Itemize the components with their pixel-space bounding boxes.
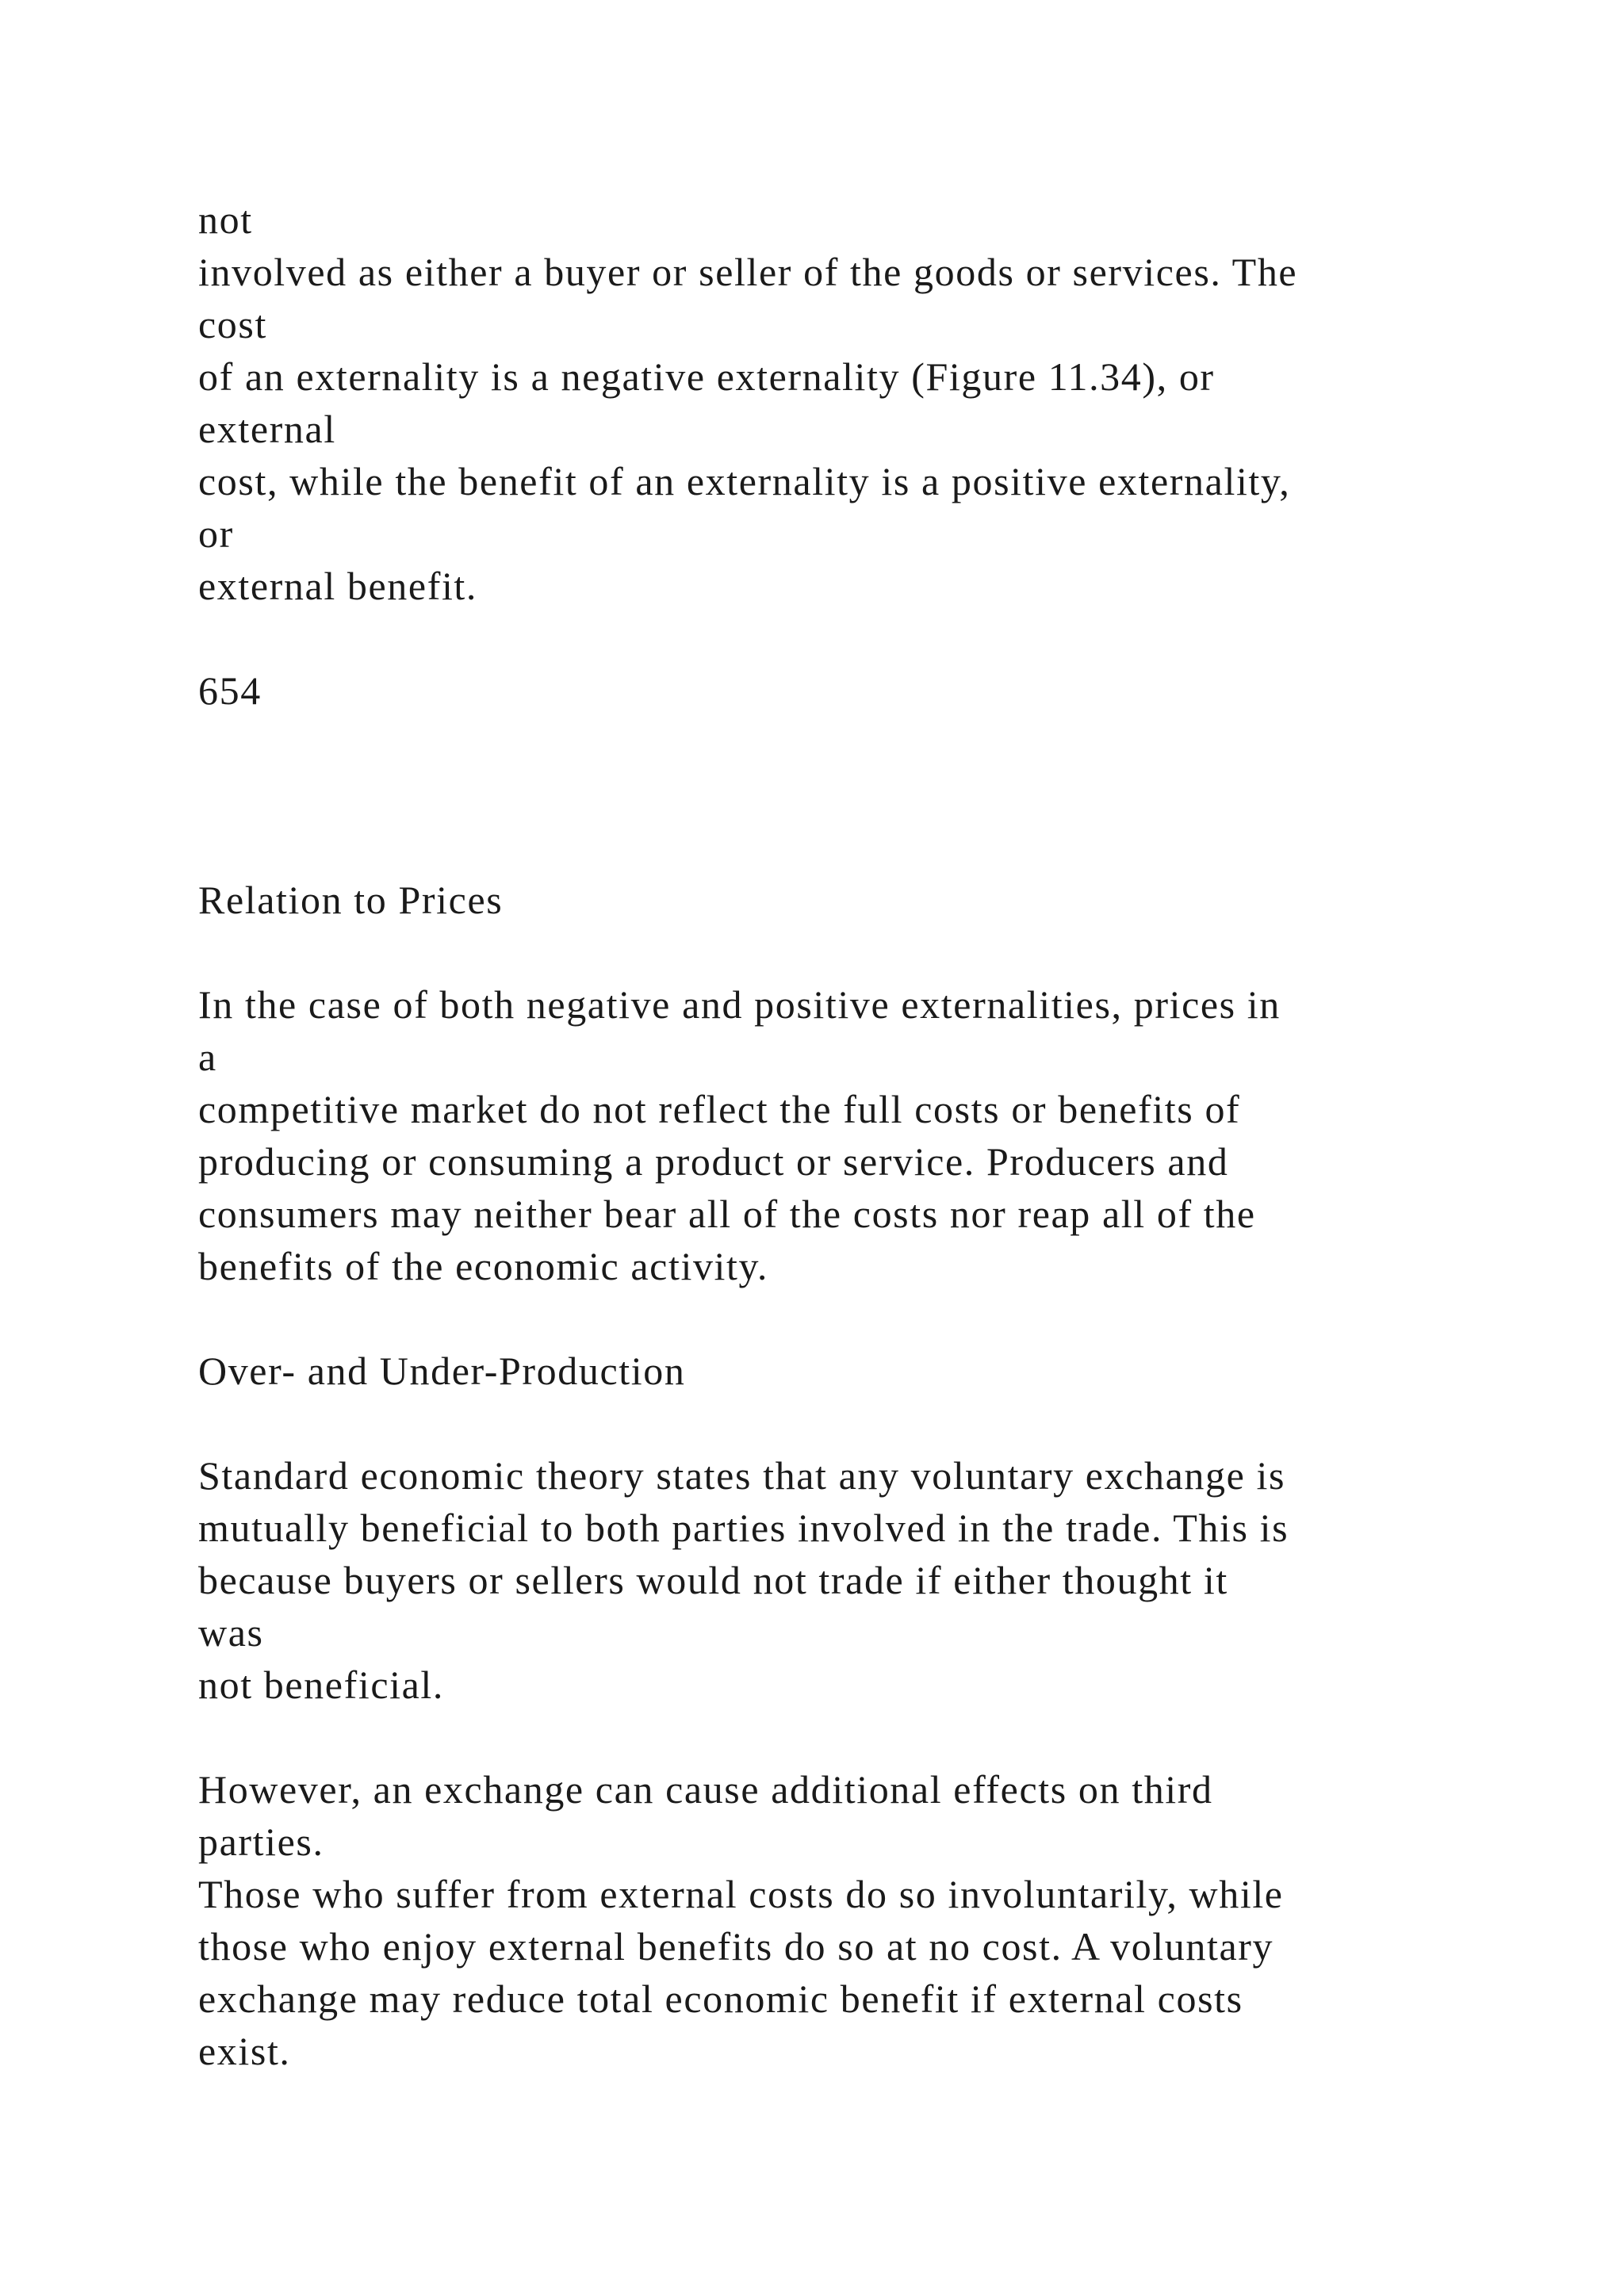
text-line: of an externality is a negative externality (Figure 11.34), or bbox=[198, 354, 1215, 399]
text-line: Standard economic theory states that any voluntary exchange is bbox=[198, 1453, 1286, 1498]
text-line: not bbox=[198, 197, 253, 242]
text-line: competitive market do not reflect the full costs or benefits of bbox=[198, 1087, 1241, 1131]
text-line: consumers may neither bear all of the costs nor reap all of the bbox=[198, 1192, 1256, 1236]
section-heading-prices bbox=[198, 874, 1546, 926]
text-line: because buyers or sellers would not trade if either thought it bbox=[198, 1558, 1228, 1602]
section-heading-production bbox=[198, 1345, 1546, 1397]
however-paragraph bbox=[198, 1763, 1546, 2077]
text-line: mutually beneficial to both parties involved in the trade. This is bbox=[198, 1506, 1289, 1550]
text-line: benefits of the economic activity. bbox=[198, 1244, 768, 1288]
page-number bbox=[198, 664, 1546, 717]
text-line: cost, while the benefit of an externality is a positive externality, bbox=[198, 459, 1291, 503]
text-line: involved as either a buyer or seller of the goods or services. The bbox=[198, 250, 1298, 294]
prices-paragraph bbox=[198, 978, 1546, 1292]
intro-paragraph bbox=[198, 193, 1546, 612]
text-line: In the case of both negative and positive externalities, prices in bbox=[198, 982, 1281, 1027]
standard-theory-paragraph bbox=[198, 1449, 1546, 1711]
page-number-text: 654 bbox=[198, 668, 262, 713]
text-line: However, an exchange can cause additional effects on third bbox=[198, 1767, 1213, 1812]
text-line: parties. bbox=[198, 1820, 324, 1864]
text-line: external bbox=[198, 407, 336, 451]
text-line: or bbox=[198, 511, 234, 556]
text-line: cost bbox=[198, 302, 267, 346]
text-line: those who enjoy external benefits do so at no cost. A voluntary bbox=[198, 1924, 1274, 1969]
text-line: producing or consuming a product or service. Producers and bbox=[198, 1139, 1229, 1184]
text-line: exchange may reduce total economic benefit if external costs bbox=[198, 1976, 1243, 2021]
text-line: a bbox=[198, 1035, 217, 1079]
heading-text: Relation to Prices bbox=[198, 878, 504, 922]
text-line: Those who suffer from external costs do so involuntarily, while bbox=[198, 1872, 1284, 1916]
text-line: external benefit. bbox=[198, 564, 478, 608]
text-line: exist. bbox=[198, 2029, 291, 2073]
text-line: was bbox=[198, 1610, 264, 1655]
text-line: not beneficial. bbox=[198, 1663, 444, 1707]
heading-text: Over- and Under-Production bbox=[198, 1349, 686, 1393]
